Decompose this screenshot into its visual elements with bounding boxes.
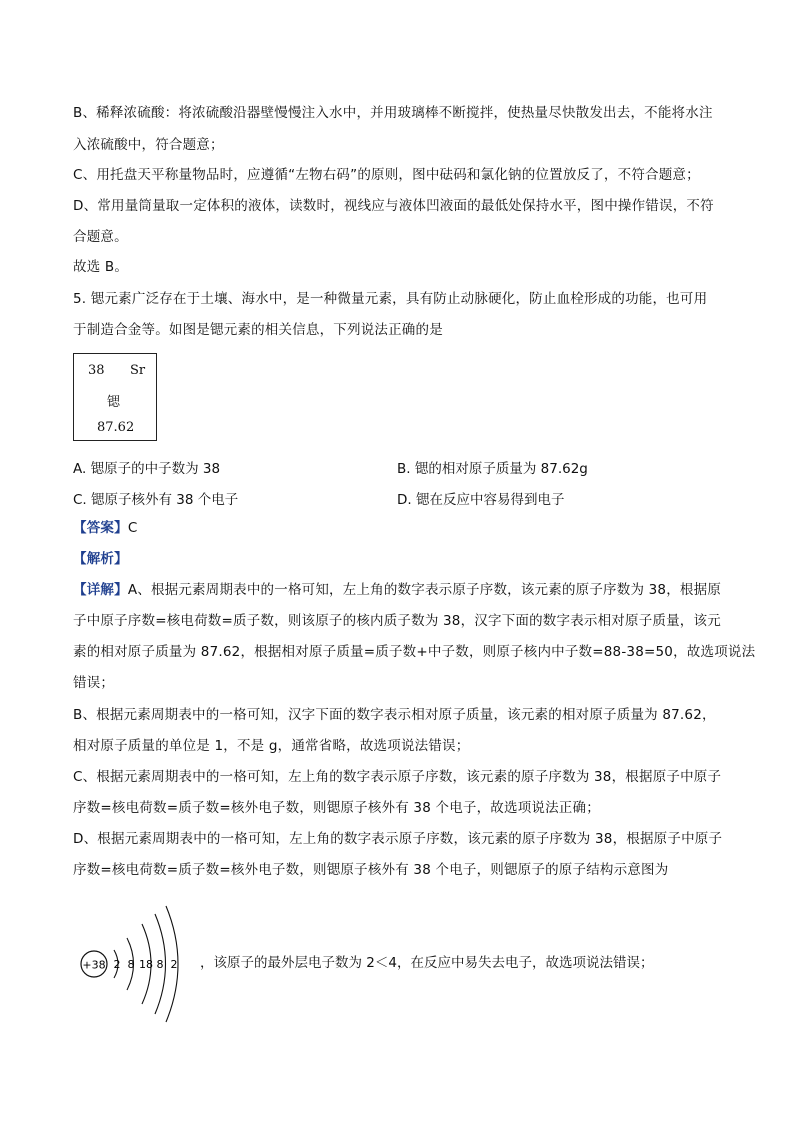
answer-line bbox=[73, 519, 137, 537]
periodic-table-cell bbox=[73, 353, 157, 441]
analysis-label: 【解析】 bbox=[73, 551, 128, 567]
shell-electrons: 2 bbox=[170, 958, 178, 971]
analysis-line bbox=[73, 550, 128, 568]
option-c: C. 锶原子核外有 38 个电子 bbox=[73, 492, 239, 508]
shell-electrons: 18 bbox=[139, 958, 153, 971]
detail-line: ，该原子的最外层电子数为 2＜4，在反应中易失去电子，故选项说法错误； bbox=[200, 955, 654, 971]
element-symbol: Sr bbox=[130, 363, 146, 378]
text-line: D、常用量筒量取一定体积的液体，读数时，视线应与液体凹液面的最低处保持水平，图中操作错误，不符 bbox=[73, 198, 714, 214]
text-line: C、用托盘天平称量物品时，应遵循“左物右码”的原则，图中砝码和氯化钠的位置放反了，不符合题意； bbox=[73, 167, 700, 183]
atomic-mass: 87.62 bbox=[97, 420, 135, 435]
shell-electrons: 8 bbox=[156, 958, 164, 971]
element-name: 锶 bbox=[107, 395, 121, 410]
question-5-text: 5. 锶元素广泛存在于土壤、海水中，是一种微量元素，具有防止动脉硬化，防止血栓形成的功能，也可用 bbox=[73, 291, 708, 307]
detail-line: 素的相对原子质量为 87.62，根据相对原子质量=质子数+中子数，则原子核内中子数=88-38=50，故选项说法 bbox=[73, 644, 756, 660]
text-line: B、稀释浓硫酸：将浓硫酸沿器壁慢慢注入水中，并用玻璃棒不断搅拌，使热量尽快散发出去，不能将水注 bbox=[73, 105, 713, 121]
detail-label: 【详解】 bbox=[73, 582, 128, 598]
text-line: 故选 B。 bbox=[73, 259, 129, 275]
atom-structure-diagram bbox=[78, 902, 190, 1024]
detail-line: 序数=核电荷数=质子数=核外电子数，则锶原子核外有 38 个电子，故选项说法正确； bbox=[73, 800, 600, 816]
detail-line bbox=[73, 581, 721, 599]
detail-line: 子中原子序数=核电荷数=质子数，则该原子的核内质子数为 38，汉字下面的数字表示相对原子质量，该元 bbox=[73, 613, 721, 629]
detail-line: C、根据元素周期表中的一格可知，左上角的数字表示原子序数，该元素的原子序数为 38，根据原子中原子 bbox=[73, 769, 722, 785]
detail-line: B、根据元素周期表中的一格可知，汉字下面的数字表示相对原子质量，该元素的相对原子质量为 87.62， bbox=[73, 707, 716, 723]
detail-line: 相对原子质量的单位是 1，不是 g，通常省略，故选项说法错误； bbox=[73, 738, 470, 754]
option-b: B. 锶的相对原子质量为 87.62g bbox=[397, 461, 588, 477]
answer-value: C bbox=[127, 520, 138, 536]
atomic-number: 38 bbox=[88, 363, 105, 378]
shell-electrons: 8 bbox=[127, 958, 135, 971]
detail-line: 错误； bbox=[73, 675, 115, 691]
nucleus-charge: +38 bbox=[82, 958, 106, 972]
detail-text: A、根据元素周期表中的一格可知，左上角的数字表示原子序数，该元素的原子序数为 38，根据原 bbox=[127, 582, 722, 598]
text-line: 合题意。 bbox=[73, 229, 128, 245]
text-line: 入浓硫酸中，符合题意； bbox=[73, 137, 224, 153]
detail-line: 序数=核电荷数=质子数=核外电子数，则锶原子核外有 38 个电子，则锶原子的原子结构示意图为 bbox=[73, 862, 669, 878]
option-d: D. 锶在反应中容易得到电子 bbox=[397, 492, 565, 508]
question-5-text: 于制造合金等。如图是锶元素的相关信息，下列说法正确的是 bbox=[73, 322, 443, 338]
detail-line: D、根据元素周期表中的一格可知，左上角的数字表示原子序数，该元素的原子序数为 38，根据原子中原子 bbox=[73, 831, 723, 847]
option-a: A. 锶原子的中子数为 38 bbox=[73, 461, 221, 477]
answer-label: 【答案】 bbox=[73, 520, 128, 536]
shell-electrons: 2 bbox=[113, 958, 121, 971]
